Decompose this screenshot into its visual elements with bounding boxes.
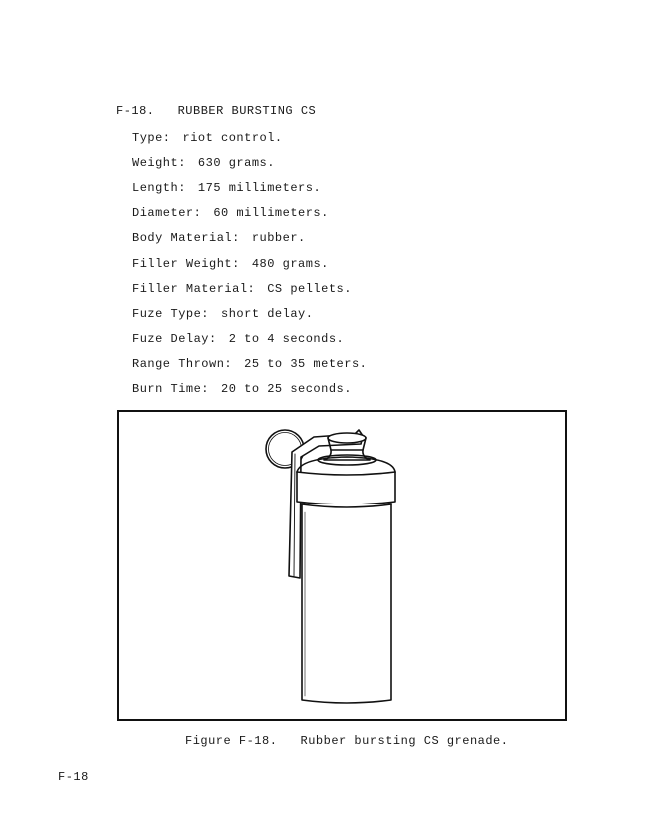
spec-value: 25 to 35 meters. [244,357,368,371]
spec-burn-time [132,382,352,396]
spec-weight [132,156,275,170]
spec-value: riot control. [182,131,283,145]
figure-caption: Figure F-18. Rubber bursting CS grenade. [185,734,509,748]
spec-type [132,131,283,145]
spec-label: Diameter: [132,206,202,220]
spec-value: 480 grams. [251,257,329,271]
figure-frame [117,410,567,721]
spec-label: Fuze Type: [132,307,210,321]
spec-value: CS pellets. [267,282,352,296]
section-title: F-18. RUBBER BURSTING CS [116,104,317,118]
spec-fuze-delay [132,332,344,346]
spec-label: Weight: [132,156,186,170]
spec-diameter [132,206,329,220]
spec-length [132,181,321,195]
spec-filler-material [132,282,352,296]
spec-label: Length: [132,181,186,195]
spec-body-material [132,231,306,245]
grenade-illustration [119,412,565,719]
spec-value: 2 to 4 seconds. [228,332,345,346]
spec-label: Type: [132,131,171,145]
spec-value: 175 millimeters. [197,181,322,195]
spec-label: Filler Weight: [132,257,240,271]
spec-fuze-type [132,307,313,321]
spec-value: short delay. [221,307,314,321]
spec-label: Filler Material: [132,282,256,296]
spec-value: 630 grams. [197,156,275,170]
spec-label: Range Thrown: [132,357,233,371]
spec-value: rubber. [251,231,306,245]
spec-range-thrown [132,357,367,371]
page-number: F-18 [58,770,89,784]
spec-label: Fuze Delay: [132,332,217,346]
spec-value: 60 millimeters. [213,206,329,220]
spec-label: Burn Time: [132,382,210,396]
spec-filler-weight [132,257,329,271]
spec-value: 20 to 25 seconds. [221,382,352,396]
spec-label: Body Material: [132,231,240,245]
